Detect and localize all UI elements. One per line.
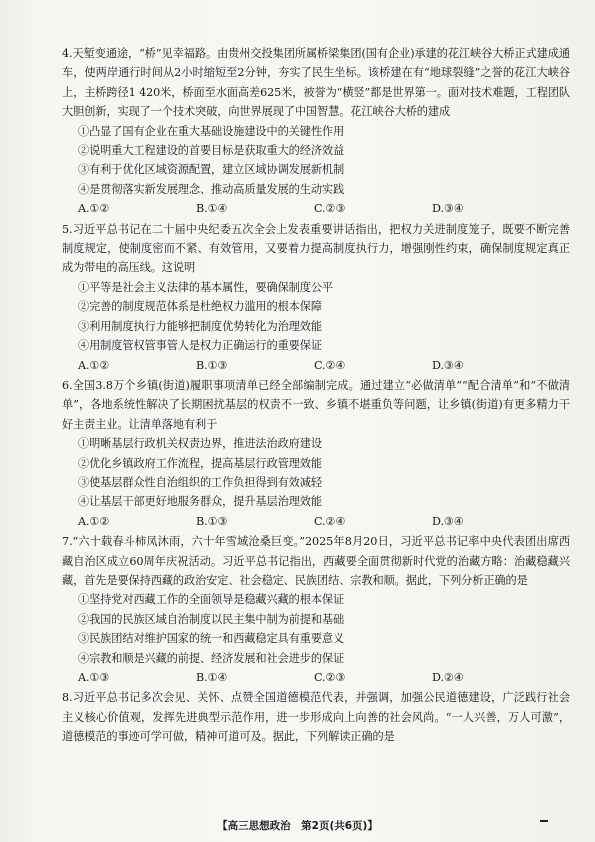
choice-b: B.①③ [196,358,228,372]
answer-choices [62,199,570,218]
option-3: ③利用制度执行力能够把制度优势转化为治理效能 [78,319,322,333]
question-6 [62,376,570,531]
choice-b: B.①③ [196,514,228,528]
choice-d: D.③④ [432,358,464,372]
question-stem: 5.习近平总书记在二十届中央纪委五次全会上发表重要讲话指出，把权力关进制度笼子，既要不断完善制度规定，使制度密而不紧、有效管用，又要着力提高制度执行力，增强刚性约束，确保制度规定真正成为带电的高压线。这说明 [62,222,570,275]
option-2: ②完善的制度规范体系是杜绝权力滥用的根本保障 [78,300,322,314]
option-1: ①凸显了国有企业在重大基础设施建设中的关键性作用 [78,124,345,138]
question-list [62,44,570,748]
choice-b: B.①④ [196,671,228,684]
page-footer: 【高三思想政治 第2页(共6页)】 [217,820,378,832]
option-3: ③使基层群众性自治组织的工作负担得到有效减轻 [78,475,322,489]
choice-d: D.②④ [432,671,464,684]
answer-choices [62,512,570,531]
option-2: ②我国的民族区域自治制度以民主集中制为前提和基础 [78,612,345,626]
corner-mark [540,820,548,822]
option-4: ④是贯彻落实新发展理念、推动高质量发展的生动实践 [78,182,345,196]
choice-c: C.②④ [314,358,346,372]
choice-a: A.①② [78,514,110,528]
choice-b: B.①④ [196,202,228,216]
answer-choices [62,668,570,687]
choice-c: C.②③ [314,671,346,684]
answer-choices [62,356,570,375]
question-stem: 7.“六十载春斗柿凤沐雨，六十年雪域沧桑巨变。”2025年8月20日，习近平总书记率中央代表团出席西藏自治区成立60周年庆祝活动。习近平总书记指出，西藏要全面贯彻新时代党的治藏方略：治藏稳藏兴藏，首先是要保持西藏的政治安定、社会稳定、民族团结、宗教和顺。据此，下列分析正确的是 [62,535,570,587]
option-2: ②说明重大工程建设的首要目标是获取重大的经济效益 [78,144,345,158]
option-1: ①明晰基层行政机关权责边界，推进法治政府建设 [78,437,322,451]
question-stem: 6.全国3.8万个乡镇(街道)履职事项清单已经全部编制完成。通过建立“必做清单”“配合清单”和“不做清单”，各地系统性解决了长期困扰基层的权责不一致、乡镇不堪重负等问题，让乡镇(街道)有更多精力干好主责主业。让清单落地有利于 [62,378,570,431]
choice-a: A.①② [78,202,110,216]
choice-a: A.①② [78,358,110,372]
question-stem: 8.习近平总书记多次会见、关怀、点赞全国道德模范代表，并强调，加强公民道德建设，广泛践行社会主义核心价值观，发挥先进典型示范作用，进一步形成向上向善的社会风尚。“一人兴善，万人可激”，道德模范的事迹可学可做，精神可道可及。据此，下列解读正确的是 [62,691,570,744]
choice-c: C.②③ [314,202,346,216]
option-4: ④用制度管权管事管人是权力正确运行的重要保证 [78,339,322,353]
question-7 [62,532,570,687]
question-4 [62,44,570,219]
option-1: ①平等是社会主义法律的基本属性，要确保制度公平 [78,280,334,294]
choice-c: C.②④ [314,514,346,528]
choice-a: A.①③ [78,671,110,684]
question-8 [62,688,570,746]
option-1: ①坚持党对西藏工作的全面领导是稳藏兴藏的根本保证 [78,593,345,607]
option-4: ④宗教和顺是兴藏的前提、经济发展和社会进步的保证 [78,651,345,665]
option-2: ②优化乡镇政府工作流程，提高基层行政管理效能 [78,456,322,470]
option-3: ③有利于优化区域资源配置，建立区域协调发展新机制 [78,163,345,177]
choice-d: D.③④ [432,202,464,216]
option-4: ④让基层干部更好地服务群众，提升基层治理效能 [78,495,322,509]
question-5 [62,220,570,375]
question-stem: 4.天堑变通途，“桥”见幸福路。由贵州交投集团所属桥梁集团(国有企业)承建的花江峡谷大桥正式建成通车，使两岸通行时间从2小时缩短至2分钟，夯实了民生坐标。该桥建在有“地球裂缝”之誉的花江大峡谷上，主桥跨径1 420米，桥面至水面高差625米，被誉为“横竖”都是世界第一。面对技术难题，工程团队大胆创新，实现了一个技术突破，向世界展现了中国智慧。花江峡谷大桥的建成 [62,47,570,119]
choice-d: D.③④ [432,514,464,528]
option-3: ③民族团结对维护国家的统一和西藏稳定具有重要意义 [78,632,345,646]
